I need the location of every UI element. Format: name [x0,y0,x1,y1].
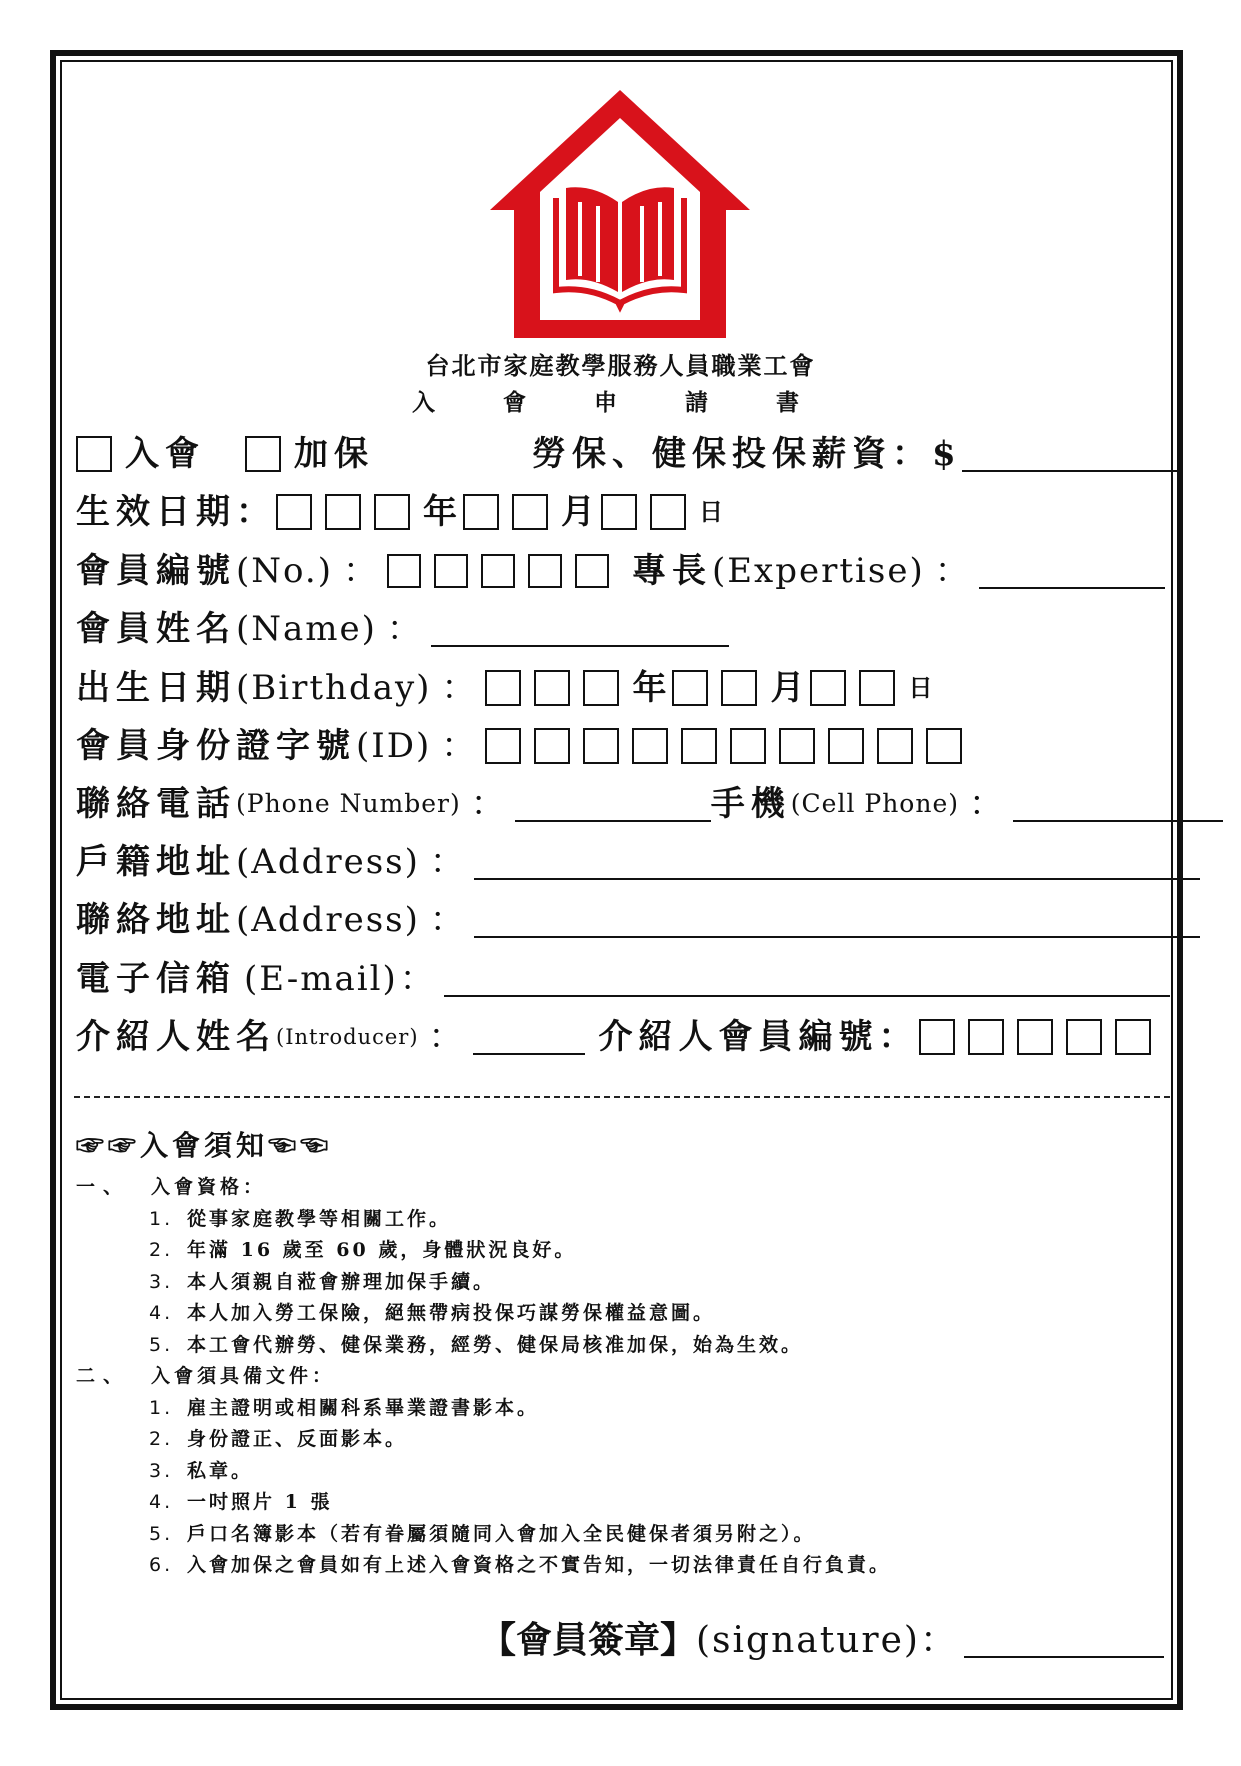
colon: ： [969,784,1004,824]
introducer-en: (Introducer) [276,1025,419,1049]
row-join-type [76,432,1180,476]
list-item: 5. 戶口名簿影本（若有眷屬須隨同入會加入全民健保者須另附之）。 [76,1519,891,1551]
cell-en: (Cell Phone) [790,789,960,818]
birthday-en: (Birthday) [236,668,432,708]
birthday-month-box-2[interactable] [721,670,757,706]
union-house-book-logo [480,80,760,350]
birthday-day-box-1[interactable] [810,670,846,706]
id-box-1[interactable] [485,728,521,764]
row-address-contact [76,898,1200,942]
signature-field[interactable] [964,1618,1164,1658]
birthday-label: 出生日期 [76,668,236,708]
signature-en: (signature)： [696,1620,958,1661]
section-number: 二、 [76,1365,131,1387]
expertise-field[interactable] [979,553,1165,589]
id-box-6[interactable] [730,728,766,764]
dashed-divider [74,1096,1170,1098]
id-box-7[interactable] [779,728,815,764]
list-item-text: 雇主證明或相關科系畢業證書影本。 [187,1396,540,1419]
colon: ： [470,784,505,824]
colon: ： [441,726,476,766]
registered-address-label: 戶籍地址 [76,842,236,882]
birthday-year-box-3[interactable] [583,670,619,706]
id-en: (ID) [356,726,432,766]
expertise-label: 專長 [631,551,712,591]
introducer-no-box-1[interactable] [919,1019,955,1055]
introducer-no-box-2[interactable] [968,1019,1004,1055]
list-item-text: 年滿 16 歲至 60 歲，身體狀況良好。 [187,1239,577,1261]
member-no-box-2[interactable] [434,554,468,588]
effective-day-box-2[interactable] [650,494,686,530]
effective-year-box-1[interactable] [276,494,312,530]
list-item: 5. 本工會代辦勞、健保業務，經勞、健保局核准加保，始為生效。 [76,1330,891,1362]
month-unit: 月 [561,492,595,532]
row-birthday [76,666,932,710]
id-box-3[interactable] [583,728,619,764]
insure-label: 加保 [294,434,374,474]
member-no-box-4[interactable] [528,554,562,588]
id-label: 會員身份證字號 [76,726,356,766]
phone-label: 聯絡電話 [76,784,236,824]
contact-address-en: (Address) [236,900,420,940]
introducer-no-box-3[interactable] [1017,1019,1053,1055]
month-unit: 月 [770,668,805,708]
birthday-year-box-2[interactable] [534,670,570,706]
member-no-label: 會員編號 [76,551,236,591]
list-item: 2. 身份證正、反面影本。 [76,1424,891,1456]
cell-label: 手機 [710,784,791,824]
colon: ： [386,609,421,649]
list-item-text: 入會加保之會員如有上述入會資格之不實告知，一切法律責任自行負責。 [187,1554,892,1576]
notice-section-1 [76,1172,891,1204]
id-box-8[interactable] [828,728,864,764]
section-title: 入會資格： [151,1176,267,1198]
colon: ： [429,900,464,940]
effective-year-box-3[interactable] [374,494,410,530]
join-label: 入會 [125,434,205,474]
day-unit: 日 [699,497,723,526]
row-name [76,607,729,651]
introducer-no-box-5[interactable] [1115,1019,1151,1055]
effective-month-box-2[interactable] [512,494,548,530]
list-item-text: 私章。 [187,1459,254,1482]
effective-month-box-1[interactable] [463,494,499,530]
organization-name: 台北市家庭教學服務人員職業工會 [425,352,816,380]
notice-list [76,1172,891,1582]
name-label: 會員姓名 [76,609,236,649]
list-item-text: 戶口名簿影本（若有眷屬須隨同入會加入全民健保者須另附之）。 [187,1522,816,1545]
member-no-box-3[interactable] [481,554,515,588]
cell-field[interactable] [1013,786,1223,822]
signature-row [480,1612,1164,1663]
day-unit: 日 [908,673,933,702]
list-item: 1. 雇主證明或相關科系畢業證書影本。 [76,1393,891,1425]
effective-year-box-2[interactable] [325,494,361,530]
effective-day-box-1[interactable] [601,494,637,530]
contact-address-field[interactable] [474,902,1200,938]
row-effective-date [76,490,723,534]
id-box-4[interactable] [632,728,668,764]
id-box-9[interactable] [877,728,913,764]
notice-section-2 [76,1361,891,1393]
signature-label: 【會員簽章】 [480,1619,697,1661]
list-item-text: 身份證正、反面影本。 [187,1428,408,1450]
colon: ： [441,668,476,708]
list-item: 2. 年滿 16 歲至 60 歲，身體狀況良好。 [76,1235,891,1267]
row-address-registered [76,840,1200,884]
effective-date-label: 生效日期： [76,492,276,532]
email-field[interactable] [444,961,1170,997]
introducer-label: 介紹人姓名 [76,1017,276,1057]
list-item-text: 本工會代辦勞、健保業務，經勞、健保局核准加保，始為生效。 [187,1333,804,1356]
member-no-box-1[interactable] [387,554,421,588]
name-en: (Name) [236,609,377,649]
name-field[interactable] [431,611,729,647]
colon: ： [342,551,377,591]
section-number: 一、 [76,1176,131,1198]
registered-address-field[interactable] [474,844,1200,880]
list-item: 6. 入會加保之會員如有上述入會資格之不實告知，一切法律責任自行負責。 [76,1550,891,1582]
salary-label: 勞保、健保投保薪資：$ [532,434,962,474]
row-introducer [76,1015,1164,1059]
document-title: 入 會 申 請 書 [411,390,830,416]
list-item: 4. 本人加入勞工保險，絕無帶病投保巧謀勞保權益意圖。 [76,1298,891,1330]
list-item: 3. 本人須親自蒞會辦理加保手續。 [76,1267,891,1299]
member-no-en: (No.) [236,551,333,591]
birthday-day-box-2[interactable] [859,670,895,706]
insure-checkbox[interactable] [245,436,281,472]
birthday-month-box-1[interactable] [672,670,708,706]
list-item-text: 一吋照片 1 張 [187,1491,333,1513]
introducer-no-box-4[interactable] [1066,1019,1102,1055]
list-item-text: 本人加入勞工保險，絕無帶病投保巧謀勞保權益意圖。 [187,1302,716,1324]
row-email [76,957,1170,1001]
list-item: 3. 私章。 [76,1456,891,1488]
section-title: 入會須具備文件： [151,1365,336,1387]
email-en: (E-mail) [244,959,398,999]
colon: ： [428,1017,463,1057]
list-item-text: 從事家庭教學等相關工作。 [187,1207,452,1230]
registered-address-en: (Address) [236,842,420,882]
year-unit: 年 [423,492,457,532]
email-label: 電子信箱 [76,959,236,999]
year-unit: 年 [632,668,667,708]
id-box-5[interactable] [681,728,717,764]
birthday-year-box-1[interactable] [485,670,521,706]
row-member-no [76,549,1165,593]
introducer-no-label: 介紹人會員編號： [598,1017,919,1057]
notice-heading: ☞☞入會須知☜☜ [76,1129,333,1162]
row-phone [76,782,1223,826]
phone-en: (Phone Number) [236,789,461,818]
contact-address-label: 聯絡地址 [76,900,236,940]
member-no-box-5[interactable] [575,554,609,588]
row-id [76,724,975,768]
list-item-text: 本人須親自蒞會辦理加保手續。 [187,1270,496,1293]
colon: ： [399,959,434,999]
id-box-2[interactable] [534,728,570,764]
colon: ： [429,842,464,882]
introducer-name-field[interactable] [473,1019,585,1055]
expertise-en: (Expertise) [711,551,925,591]
id-box-10[interactable] [926,728,962,764]
list-item: 1. 從事家庭教學等相關工作。 [76,1204,891,1236]
salary-field[interactable] [962,436,1180,472]
phone-field[interactable] [515,786,711,822]
colon: ： [934,551,969,591]
join-checkbox[interactable] [76,436,112,472]
list-item: 4. 一吋照片 1 張 [76,1487,891,1519]
